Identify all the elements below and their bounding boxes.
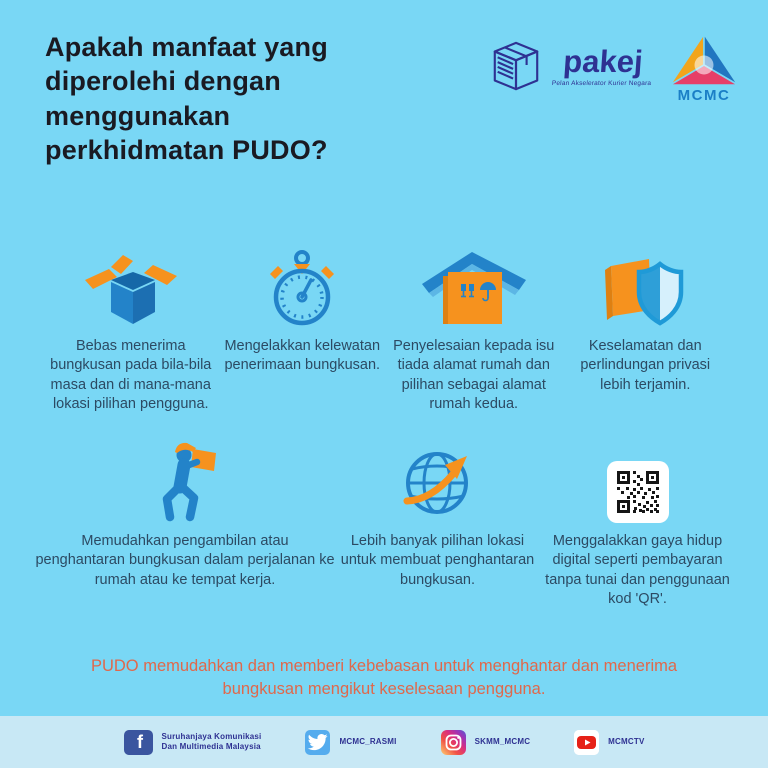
benefits-row-1	[50, 248, 726, 415]
pakej-tagline: Pelan Akselerator Kurier Negara	[551, 79, 652, 87]
open-box-icon	[81, 248, 181, 328]
parcel-roof-icon	[418, 248, 530, 328]
header-logos	[489, 30, 746, 102]
pakej-logo	[551, 43, 653, 87]
social-twitter[interactable]	[305, 730, 396, 755]
stopwatch-icon	[262, 248, 342, 328]
instagram-icon	[441, 730, 466, 755]
social-youtube[interactable]	[574, 730, 644, 755]
social-facebook[interactable]	[124, 730, 262, 755]
youtube-icon	[574, 730, 599, 755]
social-instagram[interactable]	[441, 730, 531, 755]
page-title	[45, 30, 475, 167]
benefit-item	[222, 248, 384, 415]
mcmc-triangle-icon	[662, 30, 746, 102]
delivery-person-icon	[140, 443, 230, 523]
mcmc-label: MCMC	[677, 87, 731, 102]
benefits-row-2	[35, 443, 735, 610]
social-footer	[0, 716, 768, 768]
mcmc-logo	[662, 30, 746, 102]
globe-growth-icon	[393, 443, 483, 523]
pakej-box-icon	[489, 38, 543, 94]
benefit-item	[50, 248, 212, 415]
summary-note: PUDO memudahkan dan memberi kebebasan untuk menghantar dan menerima bungkusan mengikut keselesaan pengguna.	[90, 657, 678, 699]
benefit-item	[335, 443, 540, 610]
benefit-text: Lebih banyak pilihan lokasi untuk membuat penghantaran bungkusan.	[340, 533, 535, 588]
title-line: diperolehi dengan	[45, 66, 281, 97]
benefit-text: Mengelakkan kelewatan penerimaan bungkusan.	[224, 338, 381, 374]
benefit-text: Penyelesaian kepada isu tiada alamat rumah dan pilihan sebagai alamat rumah kedua.	[393, 338, 555, 413]
benefit-text: Memudahkan pengambilan atau penghantaran bungkusan dalam perjalanan ke rumah atau ke tempat kerja.	[35, 533, 335, 588]
benefit-text: Bebas menerima bungkusan pada bila-bila masa dan di mana-mana lokasi pilihan pengguna.	[50, 338, 212, 413]
benefit-item	[393, 248, 555, 415]
title-line: Apakah manfaat yang	[45, 32, 328, 62]
facebook-icon: f	[124, 730, 153, 755]
instagram-label: SKMM_MCMC	[474, 736, 531, 746]
twitter-label: MCMC_RASMI	[339, 736, 397, 746]
title-line: menggunakan	[45, 100, 231, 131]
twitter-icon	[305, 730, 330, 755]
pakej-wordmark: pakej	[561, 43, 644, 79]
benefit-text: Menggalakkan gaya hidup digital seperti pembayaran tanpa tunai dan penggunaan kod 'QR'.	[545, 533, 730, 608]
title-line: perkhidmatan PUDO?	[45, 134, 328, 165]
benefit-item	[540, 443, 735, 610]
shield-privacy-icon	[597, 248, 693, 328]
benefit-item	[35, 443, 335, 610]
benefit-text: Keselamatan dan perlindungan privasi lebih terjamin.	[580, 338, 711, 393]
benefit-item	[565, 248, 727, 415]
facebook-label: Suruhanjaya Komunikasi Dan Multimedia Malaysia	[161, 731, 262, 751]
youtube-label: MCMCTV	[608, 736, 645, 746]
qr-code-icon	[607, 443, 669, 523]
